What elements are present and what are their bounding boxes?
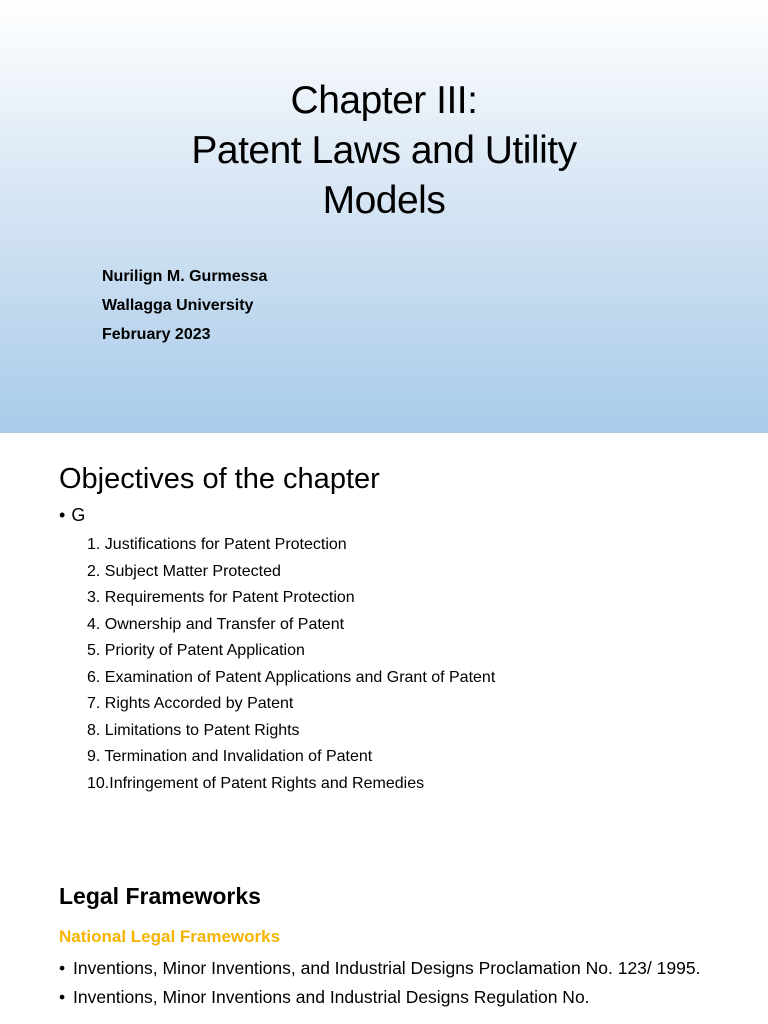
institution-name: Wallagga University xyxy=(102,297,254,314)
list-item: 6. Examination of Patent Applications and Grant of Patent xyxy=(87,668,496,686)
presentation-date: February 2023 xyxy=(102,326,211,343)
title-slide xyxy=(0,0,768,433)
slide-title xyxy=(0,76,768,226)
list-item: 2. Subject Matter Protected xyxy=(87,562,281,580)
list-item: 8. Limitations to Patent Rights xyxy=(87,721,300,739)
national-frameworks-subheading: National Legal Frameworks xyxy=(59,927,281,946)
objectives-heading: Objectives of the chapter xyxy=(59,463,380,495)
list-item: 5. Priority of Patent Application xyxy=(87,642,305,659)
bullet-dot-icon: • xyxy=(59,958,66,978)
objectives-bullet-text: G xyxy=(71,505,86,525)
objectives-bullet xyxy=(59,503,85,527)
list-item: 7. Rights Accorded by Patent xyxy=(87,695,294,712)
list-item-text: Inventions, Minor Inventions, and Industrial Designs Proclamation No. 123/ 1995. xyxy=(73,958,701,978)
list-item: 4. Ownership and Transfer of Patent xyxy=(87,615,345,633)
list-item: 1. Justifications for Patent Protection xyxy=(87,536,347,553)
list-item: 10.Infringement of Patent Rights and Remedies xyxy=(87,774,425,792)
list-item: 9. Termination and Invalidation of Patent xyxy=(87,748,373,765)
author-block xyxy=(102,262,267,349)
title-line-3: Models xyxy=(322,179,446,222)
bullet-dot-icon: • xyxy=(59,505,66,525)
title-line-2: Patent Laws and Utility xyxy=(191,129,577,172)
list-item-text: Inventions, Minor Inventions and Industrial Designs Regulation No. xyxy=(73,987,590,1007)
list-item xyxy=(59,986,729,1008)
objectives-slide xyxy=(0,433,768,833)
list-item xyxy=(59,957,729,979)
legal-frameworks-heading: Legal Frameworks xyxy=(59,883,261,909)
author-name: Nurilign M. Gurmessa xyxy=(102,268,268,285)
objectives-list xyxy=(87,532,495,797)
list-item: 3. Requirements for Patent Protection xyxy=(87,589,355,606)
title-line-1: Chapter III: xyxy=(290,79,478,122)
legal-frameworks-list xyxy=(59,957,729,1015)
bullet-dot-icon: • xyxy=(59,987,66,1007)
legal-frameworks-slide xyxy=(0,833,768,1024)
